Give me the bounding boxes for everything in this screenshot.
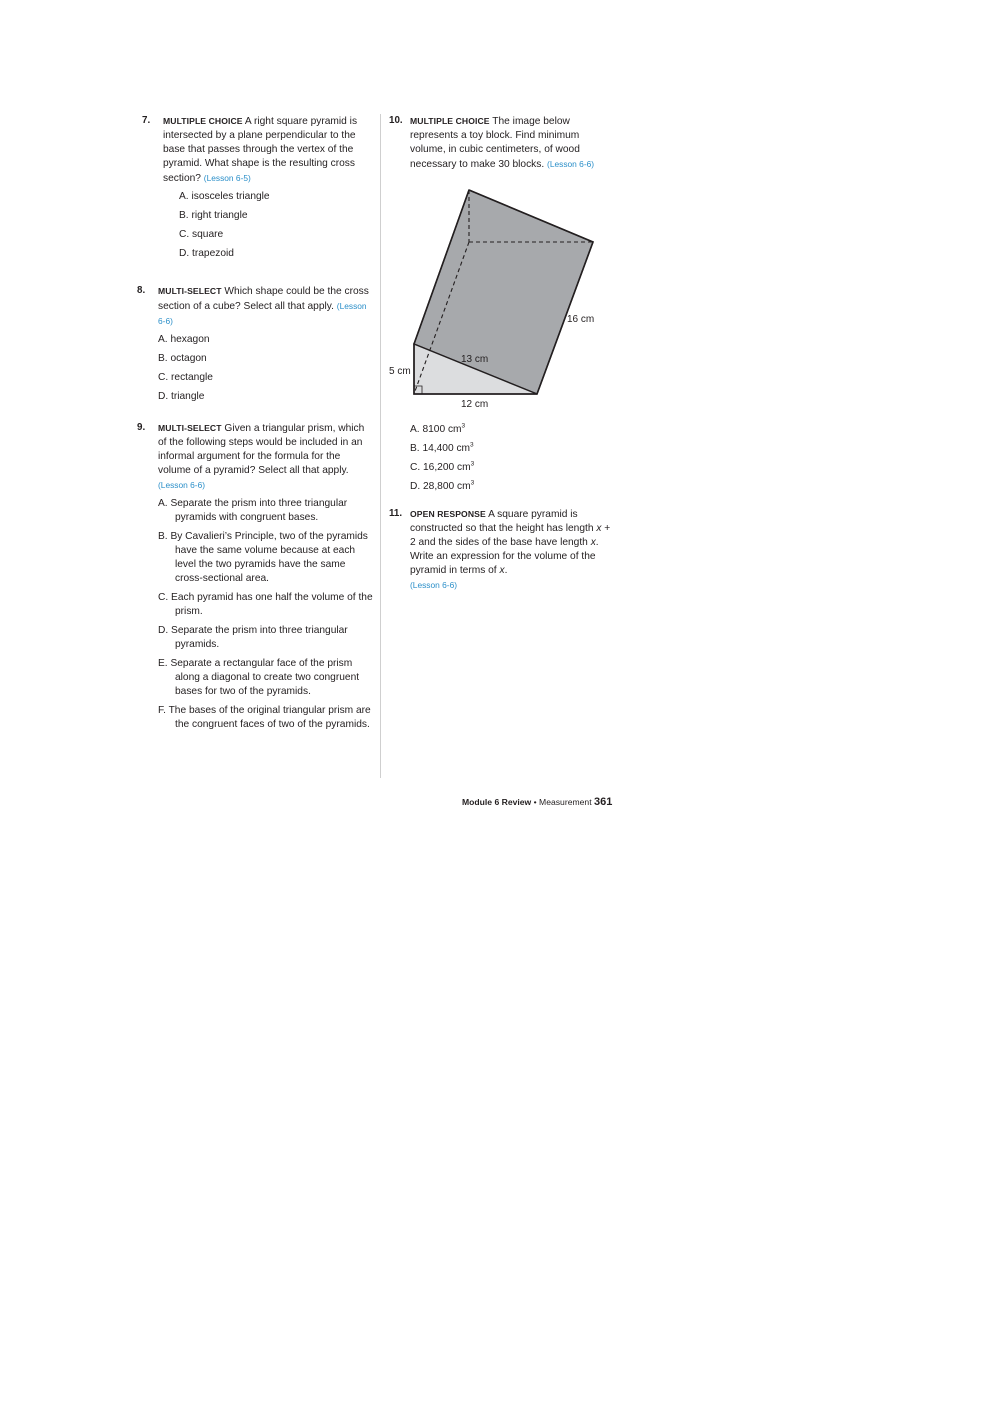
option-text: A. 8100 cm	[410, 424, 462, 435]
triangular-prism-diagram	[389, 182, 615, 417]
variable-x: x	[499, 565, 505, 576]
footer-separator: •	[533, 797, 537, 807]
option-d[interactable]: D. Separate the prism into three triangular pyramids.	[158, 625, 348, 650]
option-c[interactable]: C. square	[179, 229, 224, 240]
option-d[interactable]: D. trapezoid	[179, 248, 234, 259]
option-b[interactable]	[410, 442, 615, 456]
question-number: 11.	[389, 508, 403, 519]
variable-x: x	[596, 523, 602, 534]
options-list	[158, 333, 373, 404]
question-number: 9.	[137, 422, 146, 433]
page-footer	[462, 796, 612, 808]
question-type: MULTI-SELECT	[158, 423, 222, 433]
options-list	[158, 497, 373, 732]
lesson-reference: (Lesson 6-6)	[158, 480, 206, 490]
options-list	[163, 190, 373, 261]
label-height: 5 cm	[389, 366, 411, 377]
label-hypotenuse: 13 cm	[461, 354, 489, 365]
option-text: B. 14,400 cm	[410, 443, 471, 454]
left-column	[137, 114, 373, 737]
option-d[interactable]	[410, 480, 615, 494]
option-a[interactable]: A. hexagon	[158, 334, 210, 345]
options-list	[389, 423, 615, 494]
right-column	[389, 114, 615, 593]
question-type: MULTIPLE CHOICE	[163, 116, 243, 126]
page-number: 361	[593, 796, 613, 808]
option-text: C. 16,200 cm	[410, 462, 471, 473]
label-base: 12 cm	[461, 399, 489, 410]
question-prompt: A right square pyramid is intersected by a plane perpendicular to the base that passes through the vertex of the pyramid. What shape is the resulting cross section?	[163, 116, 358, 184]
option-b[interactable]: B. octagon	[158, 353, 207, 364]
question-prompt: .	[504, 565, 508, 576]
exponent: 3	[470, 441, 474, 449]
question-type: MULTI-SELECT	[158, 286, 222, 296]
option-d[interactable]: D. triangle	[158, 391, 205, 402]
lesson-reference: (Lesson 6-5)	[203, 173, 251, 183]
option-b[interactable]: B. By Cavalieri’s Principle, two of the pyramids have the same volume because at each level the two pyramids have the same cross-sectional area.	[158, 531, 368, 584]
question-type: OPEN RESPONSE	[410, 509, 486, 519]
question-8	[137, 284, 373, 404]
footer-topic: Measurement	[539, 797, 592, 807]
question-prompt: A square pyramid is constructed so that the height has length	[410, 509, 594, 534]
option-c[interactable]	[410, 461, 615, 475]
column-divider	[380, 114, 381, 778]
exponent: 3	[470, 460, 475, 468]
question-prompt: + 2 and the sides of the base have length	[410, 523, 611, 548]
variable-x: x	[590, 537, 596, 548]
question-prompt: The image below represents a toy block. Find minimum volume, in cubic centimeters, of wood necessary to make 30 blocks.	[410, 116, 580, 170]
option-a[interactable]: A. isosceles triangle	[179, 191, 270, 202]
option-a[interactable]	[410, 423, 615, 437]
exponent: 3	[461, 422, 466, 430]
question-prompt: Which shape could be the cross section of a cube? Select all that apply.	[158, 286, 369, 312]
question-number: 7.	[142, 115, 151, 126]
option-a[interactable]: A. Separate the prism into three triangular pyramids with congruent bases.	[158, 498, 348, 523]
option-c[interactable]: C. rectangle	[158, 372, 213, 383]
label-length: 16 cm	[567, 314, 595, 325]
lesson-reference: (Lesson 6-6)	[158, 301, 367, 326]
question-10	[389, 114, 615, 172]
footer-module: Module 6 Review	[462, 797, 532, 807]
exponent: 3	[470, 479, 475, 487]
question-number: 8.	[137, 285, 146, 296]
question-7	[142, 114, 373, 261]
question-prompt: . Write an expression for the volume of the pyramid in terms of	[410, 537, 599, 576]
option-b[interactable]: B. right triangle	[179, 210, 248, 221]
question-prompt: Given a triangular prism, which of the following steps would be included in an informal argument for the formula for the volume of a pyramid? Select all that apply.	[158, 423, 365, 476]
toy-block-figure	[389, 182, 615, 417]
question-9	[137, 421, 373, 732]
option-c[interactable]: C. Each pyramid has one half the volume of the prism.	[158, 592, 373, 617]
lesson-reference: (Lesson 6-6)	[410, 580, 458, 590]
question-11	[389, 507, 615, 593]
option-e[interactable]: E. Separate a rectangular face of the prism along a diagonal to create two congruent bases for two of the pyramids.	[158, 658, 360, 697]
option-f[interactable]: F. The bases of the original triangular prism are the congruent faces of two of the pyramids.	[158, 705, 371, 730]
question-number: 10.	[389, 115, 403, 126]
lesson-reference: (Lesson 6-6)	[547, 159, 595, 169]
option-text: D. 28,800 cm	[410, 481, 471, 492]
question-type: MULTIPLE CHOICE	[410, 116, 490, 126]
